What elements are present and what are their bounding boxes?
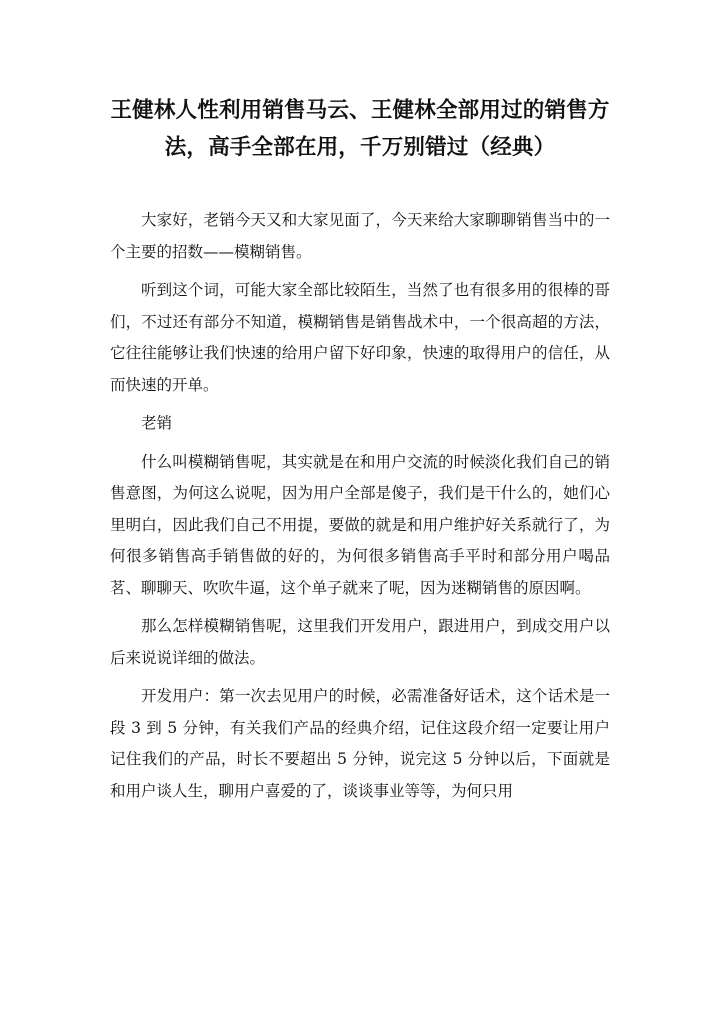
document-body (110, 205, 610, 814)
paragraph-greeting: 大家好，老销今天又和大家见面了，今天来给大家聊聊销售当中的一个主要的招数——模糊销售。 (110, 211, 610, 261)
paragraph-how-to: 那么怎样模糊销售呢，这里我们开发用户，跟进用户，到成交用户以后来说说详细的做法。 (110, 617, 610, 667)
paragraph-develop-customer: 开发用户：第一次去见用户的时候，必需准备好话术，这个话术是一段 3 到 5 分钟，有关我们产品的经典介绍，记住这段介绍一定要让用户记住我们的产品，时长不要超出 5 分钟，说完这 5 分钟以后，下面就是和用户谈人生，聊用户喜爱的了，谈谈事业等等，为何只用 (110, 687, 610, 800)
paragraph-author: 老销 (141, 414, 173, 432)
paragraph-intro: 听到这个词，可能大家全部比较陌生，当然了也有很多用的很棒的哥们，不过还有部分不知道，模糊销售是销售战术中，一个很高超的方法，它往往能够让我们快速的给用户留下好印象，快速的取得用户的信任，从而快速的开单。 (110, 281, 610, 394)
paragraph-definition: 什么叫模糊销售呢，其实就是在和用户交流的时候淡化我们自己的销售意图，为何这么说呢，因为用户全部是傻子，我们是干什么的，她们心里明白，因此我们自己不用提，要做的就是和用户维护好关系就行了，为何很多销售高手销售做的好的，为何很多销售高手平时和部分用户喝品茗、聊聊天、吹吹牛逼，这个单子就来了呢，因为迷糊销售的原因啊。 (110, 452, 610, 597)
document-title: 王健林人性利用销售马云、王健林全部用过的销售方法，高手全部在用，千万别错过（经典） (110, 98, 610, 160)
